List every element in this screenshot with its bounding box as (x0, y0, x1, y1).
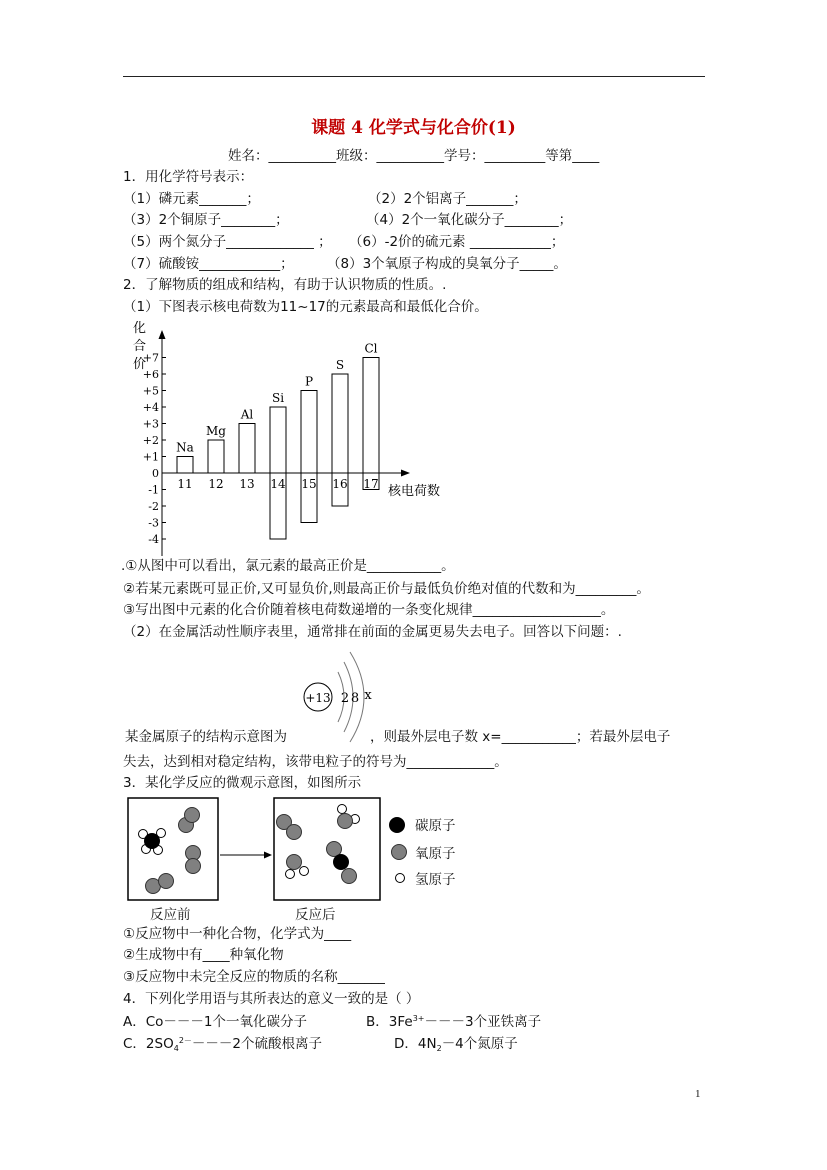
page-title: 课题 4 化学式与化合价(1) (311, 118, 516, 138)
q1-item-8: （8）3个氧原子构成的臭氧分子_____。 (327, 256, 567, 272)
q2-part1: （1）下图表示核电荷数为11~17的元素最高和最低化合价。 (123, 299, 488, 315)
nucleus-charge: +13 (305, 691, 331, 705)
element-label: Na (176, 440, 194, 455)
element-label: Cl (364, 341, 378, 356)
y-tick-label: +6 (142, 368, 159, 381)
header-rule (123, 76, 705, 77)
q4-option-c: C．$2SO_4^{2-}---2$个硫酸根离子 (123, 1036, 322, 1053)
x-tick-label: 15 (301, 477, 317, 491)
legend-oxygen-symbol (392, 845, 407, 860)
methane-molecule (139, 829, 166, 855)
q2-text-a: 某金属原子的结构示意图为 (125, 729, 287, 745)
carbon-dioxide-molecule (327, 842, 357, 884)
x-tick-label: 14 (270, 477, 286, 491)
x-tick-label: 13 (239, 477, 255, 491)
q1-stem: 1．用化学符号表示： (123, 169, 254, 185)
y-axis-label-char: 化 (133, 321, 147, 336)
shell-2-electrons: 8 (350, 691, 360, 706)
oxygen-molecule (277, 815, 302, 840)
y-axis-label-char: 价 (133, 357, 147, 372)
oxygen-molecule (186, 846, 201, 874)
q1-item-6: （6）-2价的硫元素 ____________； (349, 234, 565, 250)
legend-hydrogen-label: 氢原子 (415, 872, 456, 888)
q4-option-d: D．$4N_2-4$个氮原子 (394, 1036, 518, 1053)
y-tick-label: +1 (142, 450, 159, 464)
y-tick-label: -1 (148, 483, 159, 497)
x-tick-label: 16 (332, 477, 348, 491)
element-label: Mg (206, 424, 226, 438)
oxygen-molecule (179, 808, 200, 833)
page-number: 1 (695, 1088, 701, 1100)
q3-stem: 3．某化学反应的微观示意图，如图所示 (123, 775, 362, 791)
element-label: Al (240, 407, 254, 422)
water-molecule (286, 855, 309, 879)
q1-item-5: （5）两个氮分子_____________ ； (123, 234, 332, 250)
x-axis-arrow (401, 470, 410, 477)
legend-carbon-label: 碳原子 (415, 818, 456, 834)
x-tick-label: 12 (208, 477, 224, 491)
shell-3-electrons: x (364, 688, 372, 703)
bar-max-valence (363, 358, 379, 474)
header-fields: 姓名：__________班级：__________学号：_________等第____ (228, 148, 600, 164)
x-tick-label: 17 (363, 477, 379, 491)
q1-item-3: （3）2个铜原子________； (123, 212, 289, 228)
y-tick-label: 0 (152, 467, 159, 480)
q2-sub2: ②若某元素既可显正价,又可显负价,则最高正价与最低负价绝对值的代数和为_________。 (123, 581, 650, 597)
q3-sub1: ①反应物中一种化合物，化学式为____ (123, 926, 352, 942)
q1-item-2: （2）2个铝离子_______； (368, 191, 527, 207)
q2-text-c: 失去，达到相对稳定结构，该带电粒子的符号为_____________。 (123, 754, 508, 770)
shell-1-electrons: 2 (340, 691, 350, 706)
element-label: P (304, 374, 314, 389)
q1-item-7: （7）硫酸铵____________； (123, 256, 294, 272)
x-tick-label: 11 (177, 477, 193, 491)
bar-max-valence (270, 407, 286, 473)
bar-max-valence (332, 374, 348, 473)
bar-max-valence (177, 457, 193, 474)
label-before: 反应前 (150, 907, 191, 923)
y-axis-label-char: 合 (133, 339, 147, 354)
legend-carbon-symbol (389, 817, 405, 833)
element-label: Si (271, 391, 285, 405)
oxygen-molecule (146, 874, 174, 894)
legend-hydrogen-symbol (396, 874, 405, 883)
y-tick-label: +3 (142, 417, 159, 431)
legend-oxygen-label: 氧原子 (415, 846, 456, 862)
y-axis-arrow (159, 330, 166, 339)
label-after: 反应后 (295, 907, 336, 923)
q2-sub1: .①从图中可以看出，氯元素的最高正价是___________。 (121, 558, 455, 574)
y-tick-label: +2 (142, 434, 159, 447)
reaction-arrowhead (264, 852, 272, 859)
q4-stem: 4．下列化学用语与其所表达的意义一致的是（ ） (123, 991, 420, 1007)
q2-part2: （2）在金属活动性顺序表里，通常排在前面的金属更易失去电子。回答以下问题：. (123, 624, 622, 640)
q3-sub3: ③反应物中未完全反应的物质的名称_______ (123, 969, 385, 985)
y-tick-label: +5 (142, 384, 159, 398)
q4-option-a: A．Co－－－1个一氧化碳分子 (123, 1014, 308, 1030)
y-tick-label: -4 (148, 533, 159, 546)
q1-item-1: （1）磷元素_______； (123, 191, 260, 207)
x-axis-label: 核电荷数 (388, 484, 441, 499)
q2-sub3: ③写出图中元素的化合价随着核电荷数递增的一条变化规律___________________。 (123, 602, 615, 618)
q1-item-4: （4）2个一氧化碳分子________； (366, 212, 573, 228)
water-molecule (338, 805, 360, 829)
q2-stem: 2．了解物质的组成和结构，有助于认识物质的性质。. (123, 277, 447, 293)
y-tick-label: +7 (142, 351, 159, 365)
q3-sub2: ②生成物中有____种氧化物 (123, 947, 284, 963)
bar-max-valence (239, 424, 255, 474)
y-tick-label: -2 (148, 500, 159, 513)
q2-text-b: ，则最外层电子数 x=___________；若最外层电子 (370, 729, 671, 745)
bar-max-valence (301, 391, 317, 474)
valence-bar-chart (118, 314, 458, 560)
q4-option-b: B．$3Fe^{3+}---3$个亚铁离子 (366, 1014, 542, 1030)
bar-max-valence (208, 440, 224, 473)
element-label: S (335, 358, 345, 372)
y-tick-label: -3 (148, 516, 159, 530)
y-tick-label: +4 (142, 401, 159, 414)
